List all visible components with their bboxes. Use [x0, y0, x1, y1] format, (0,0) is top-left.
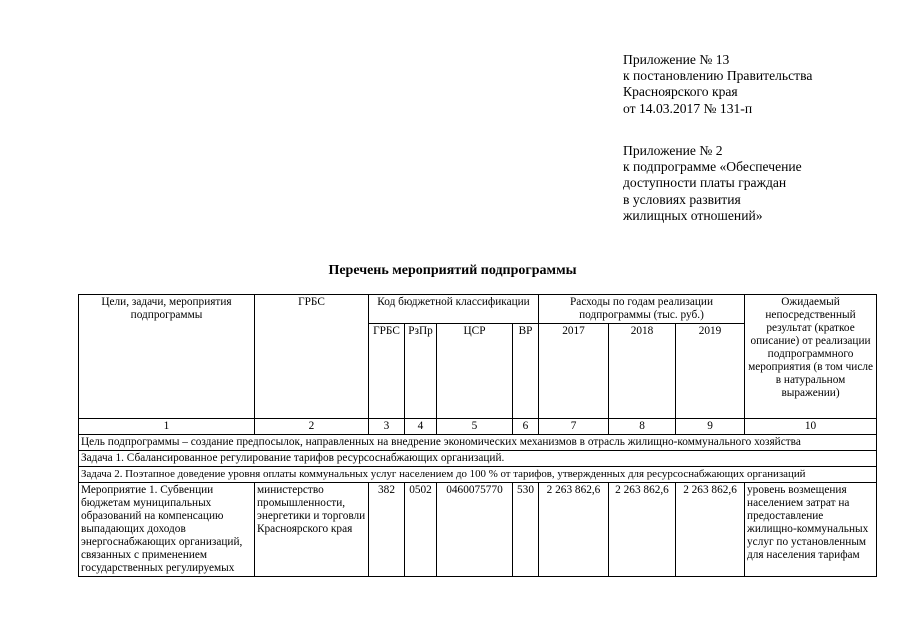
subheader-year-2017: 2017 [539, 324, 609, 419]
appendix-line: в условиях развития [623, 191, 741, 207]
measure-row [79, 483, 877, 577]
task-row [79, 467, 877, 483]
column-number: 9 [676, 419, 745, 435]
document-title: Перечень мероприятий подпрограммы [328, 263, 577, 278]
measure-grbs-name: министерство промышленности, энергетики и торговли Красноярского края [255, 483, 369, 577]
measure-csr: 0460075770 [437, 483, 513, 577]
appendix-13-block [623, 52, 812, 117]
column-numbers-row [79, 419, 877, 435]
appendix-line: Красноярского края [623, 84, 738, 100]
column-number: 7 [539, 419, 609, 435]
appendix-line: доступности платы граждан [623, 175, 787, 191]
measures-table [78, 294, 877, 577]
column-number: 1 [79, 419, 255, 435]
measure-2019: 2 263 862,6 [676, 483, 745, 577]
subheader-grbs: ГРБС [369, 324, 405, 419]
subheader-year-2019: 2019 [676, 324, 745, 419]
appendix-line: Приложение № 2 [623, 143, 723, 158]
measure-rzpr: 0502 [405, 483, 437, 577]
header-budget-code: Код бюджетной классификации [369, 295, 539, 324]
measure-grbs-code: 382 [369, 483, 405, 577]
column-number: 4 [405, 419, 437, 435]
task-row [79, 451, 877, 467]
header-expenses: Расходы по годам реализации подпрограммы (тыс. руб.) [539, 295, 745, 324]
goal-text: Цель подпрограммы – создание предпосылок, направленных на внедрение экономических механизмов в отрасль жилищно-коммунального хозяйства [79, 435, 877, 451]
subheader-csr: ЦСР [437, 324, 513, 419]
measure-2017: 2 263 862,6 [539, 483, 609, 577]
subheader-year-2018: 2018 [609, 324, 676, 419]
column-number: 6 [513, 419, 539, 435]
appendix-line: к постановлению Правительства [623, 68, 813, 84]
measure-result: уровень возмещения населением затрат на предоставление жилищно-коммунальных услуг по установленным для населения тарифам [745, 483, 877, 577]
header-result: Ожидаемый непосредственный результат (краткое описание) от реализации подпрограммного мероприятия (в том числе в натуральном выражении) [745, 295, 877, 419]
subheader-rzpr: РзПр [405, 324, 437, 419]
column-number: 5 [437, 419, 513, 435]
header-grbs: ГРБС [255, 295, 369, 419]
measure-vr: 530 [513, 483, 539, 577]
appendix-line: от 14.03.2017 № 131-п [623, 100, 753, 116]
header-goals: Цели, задачи, мероприятия подпрограммы [79, 295, 255, 419]
appendix-line: жилищных отношений» [623, 207, 763, 223]
column-number: 2 [255, 419, 369, 435]
measure-2018: 2 263 862,6 [609, 483, 676, 577]
task-1-text: Задача 1. Сбалансированное регулирование тарифов ресурсоснабжающих организаций. [79, 451, 877, 467]
subheader-vr: ВР [513, 324, 539, 419]
appendix-line: Приложение № 13 [623, 52, 730, 67]
goal-row [79, 435, 877, 451]
appendix-2-block [623, 143, 802, 224]
appendix-line: к подпрограмме «Обеспечение [623, 159, 802, 175]
column-number: 3 [369, 419, 405, 435]
header-row [79, 295, 877, 324]
measure-name: Мероприятие 1. Субвенции бюджетам муниципальных образований на компенсацию выпадающих доходов энергоснабжающих организаций, связанных с применением государственных регулируемых [79, 483, 255, 577]
column-number: 8 [609, 419, 676, 435]
column-number: 10 [745, 419, 877, 435]
task-2-text: Задача 2. Поэтапное доведение уровня оплаты коммунальных услуг населением до 100 % от тарифов, утвержденных для ресурсоснабжающих организаций [79, 467, 877, 483]
